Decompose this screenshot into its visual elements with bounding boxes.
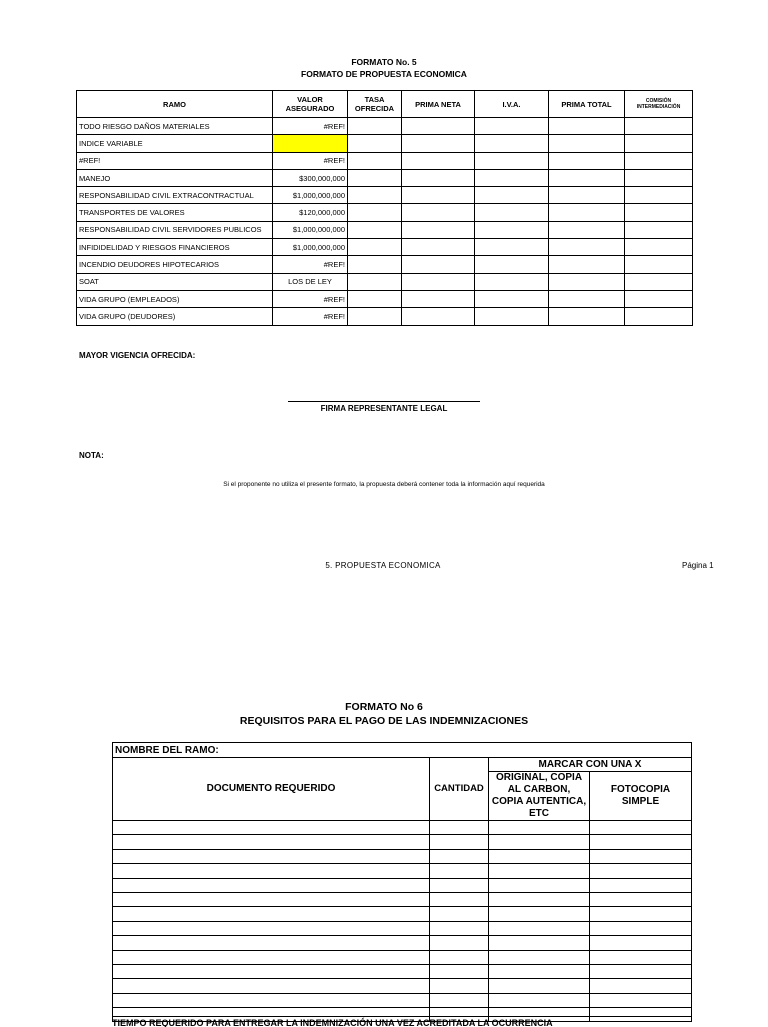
f6-input-cell[interactable]	[113, 921, 430, 935]
f5-input-cell[interactable]	[625, 256, 693, 273]
f6-table-row	[113, 821, 692, 835]
f5-input-cell[interactable]	[475, 290, 549, 307]
f6-table-row	[113, 892, 692, 906]
f6-input-cell[interactable]	[113, 950, 430, 964]
f5-input-cell[interactable]	[549, 204, 625, 221]
formato6-subtitle: REQUISITOS PARA EL PAGO DE LAS INDEMNIZACIONES	[239, 715, 529, 727]
f5-input-cell[interactable]	[475, 204, 549, 221]
f6-input-cell[interactable]	[590, 821, 692, 835]
f6-input-cell[interactable]	[113, 979, 430, 993]
ramo-cell: INFIDIDELIDAD Y RIESGOS FINANCIEROS	[77, 239, 273, 256]
f5-input-cell[interactable]	[402, 118, 475, 135]
f5-table-row	[77, 135, 693, 152]
f6-input-cell[interactable]	[590, 921, 692, 935]
f5-col-header: PRIMA NETA	[402, 91, 475, 118]
f6-input-cell[interactable]	[489, 936, 590, 950]
formato5-title: FORMATO No. 5	[351, 57, 417, 67]
f5-input-cell[interactable]	[348, 169, 402, 186]
ramo-cell: VIDA GRUPO (EMPLEADOS)	[77, 290, 273, 307]
f5-input-cell[interactable]	[475, 221, 549, 238]
f6-table-row	[113, 907, 692, 921]
f6-input-cell[interactable]	[430, 849, 489, 863]
formato5-body	[77, 118, 693, 326]
f6-input-cell[interactable]	[489, 864, 590, 878]
f6-input-cell[interactable]	[430, 878, 489, 892]
f5-input-cell[interactable]	[348, 204, 402, 221]
f6-input-cell[interactable]	[113, 964, 430, 978]
f5-input-cell[interactable]	[348, 290, 402, 307]
f6-input-cell[interactable]	[113, 907, 430, 921]
f5-input-cell[interactable]	[625, 135, 693, 152]
f5-input-cell[interactable]	[625, 187, 693, 204]
formato6-title: FORMATO No 6	[345, 701, 423, 713]
f6-input-cell[interactable]	[430, 979, 489, 993]
f6-table-row	[113, 835, 692, 849]
nota-text: Si el proponente no utiliza el presente formato, la propuesta deberá contener toda la información aquí requerida	[223, 481, 545, 488]
f6-table-row	[113, 878, 692, 892]
f6-input-cell[interactable]	[489, 964, 590, 978]
f6-input-cell[interactable]	[590, 964, 692, 978]
f5-input-cell[interactable]	[549, 135, 625, 152]
f5-input-cell[interactable]	[549, 221, 625, 238]
fotocopia-header: FOTOCOPIA SIMPLE	[590, 772, 692, 821]
formato5-table	[76, 90, 693, 326]
ramo-cell: TRANSPORTES DE VALORES	[77, 204, 273, 221]
valor-asegurado-cell[interactable]: $1,000,000,000	[273, 239, 348, 256]
f6-table-row	[113, 950, 692, 964]
f5-input-cell[interactable]	[549, 239, 625, 256]
f6-input-cell[interactable]	[489, 993, 590, 1007]
f6-input-cell[interactable]	[590, 993, 692, 1007]
f5-input-cell[interactable]	[402, 169, 475, 186]
f5-input-cell[interactable]	[549, 273, 625, 290]
formato5-heading	[0, 56, 768, 80]
footer-page: Página 1	[682, 561, 714, 570]
f5-col-header: PRIMA TOTAL	[549, 91, 625, 118]
ramo-cell: MANEJO	[77, 169, 273, 186]
f6-input-cell[interactable]	[489, 950, 590, 964]
f5-col-header: I.V.A.	[475, 91, 549, 118]
f5-input-cell[interactable]	[348, 239, 402, 256]
f6-input-cell[interactable]	[489, 907, 590, 921]
f5-input-cell[interactable]	[625, 308, 693, 325]
f5-input-cell[interactable]	[475, 152, 549, 169]
f6-input-cell[interactable]	[489, 979, 590, 993]
valor-asegurado-cell[interactable]: #REF!	[273, 118, 348, 135]
f5-input-cell[interactable]	[549, 169, 625, 186]
f5-input-cell[interactable]	[402, 308, 475, 325]
f5-table-row	[77, 239, 693, 256]
f5-table-row	[77, 152, 693, 169]
f6-input-cell[interactable]	[430, 835, 489, 849]
f5-input-cell[interactable]	[475, 256, 549, 273]
f5-input-cell[interactable]	[475, 118, 549, 135]
f5-table-row	[77, 187, 693, 204]
f6-input-cell[interactable]	[590, 936, 692, 950]
f5-input-cell[interactable]	[402, 152, 475, 169]
f5-table-row	[77, 290, 693, 307]
f5-input-cell[interactable]	[625, 152, 693, 169]
f6-table-row	[113, 964, 692, 978]
nota-label: NOTA:	[79, 451, 104, 460]
f5-input-cell[interactable]	[402, 273, 475, 290]
f5-table-row	[77, 273, 693, 290]
f6-input-cell[interactable]	[590, 849, 692, 863]
f6-input-cell[interactable]	[489, 921, 590, 935]
valor-asegurado-cell[interactable]: $120,000,000	[273, 204, 348, 221]
ramo-cell: RESPONSABILIDAD CIVIL EXTRACONTRACTUAL	[77, 187, 273, 204]
f5-input-cell[interactable]	[549, 187, 625, 204]
ramo-cell: VIDA GRUPO (DEUDORES)	[77, 308, 273, 325]
f6-input-cell[interactable]	[430, 964, 489, 978]
f5-input-cell[interactable]	[475, 169, 549, 186]
f5-input-cell[interactable]	[475, 239, 549, 256]
f6-input-cell[interactable]	[590, 835, 692, 849]
f5-input-cell[interactable]	[348, 187, 402, 204]
valor-asegurado-cell[interactable]	[273, 135, 348, 152]
mayor-vigencia-label: MAYOR VIGENCIA OFRECIDA:	[79, 351, 196, 360]
f6-input-cell[interactable]	[489, 849, 590, 863]
f6-input-cell[interactable]	[430, 864, 489, 878]
f6-input-cell[interactable]	[113, 864, 430, 878]
firma-label: FIRMA REPRESENTANTE LEGAL	[320, 404, 448, 413]
f6-input-cell[interactable]	[590, 979, 692, 993]
formato6-table	[112, 742, 692, 1022]
f6-input-cell[interactable]	[489, 835, 590, 849]
f6-input-cell[interactable]	[113, 878, 430, 892]
tiempo-requerido-row: TIEMPO REQUERIDO PARA ENTREGAR LA INDEMNIZACIÓN UNA VEZ ACREDITADA LA OCURRENCIA	[112, 1016, 691, 1027]
cantidad-header: CANTIDAD	[430, 758, 489, 821]
f5-input-cell[interactable]	[348, 135, 402, 152]
f6-input-cell[interactable]	[430, 993, 489, 1007]
f6-table-row	[113, 979, 692, 993]
f6-input-cell[interactable]	[430, 950, 489, 964]
original-header: ORIGINAL, COPIA AL CARBON, COPIA AUTENTICA, ETC	[489, 772, 590, 821]
f5-input-cell[interactable]	[402, 204, 475, 221]
ramo-cell: TODO RIESGO DAÑOS MATERIALES	[77, 118, 273, 135]
f5-input-cell[interactable]	[348, 118, 402, 135]
f5-input-cell[interactable]	[549, 118, 625, 135]
f5-table-row	[77, 204, 693, 221]
signature-line	[288, 401, 480, 402]
f6-input-cell[interactable]	[113, 892, 430, 906]
f5-table-row	[77, 169, 693, 186]
ramo-cell: INDICE VARIABLE	[77, 135, 273, 152]
f6-table-row	[113, 849, 692, 863]
f5-input-cell[interactable]	[625, 290, 693, 307]
f6-input-cell[interactable]	[489, 821, 590, 835]
f5-table-row	[77, 308, 693, 325]
f6-table-row	[113, 921, 692, 935]
nombre-ramo-label: NOMBRE DEL RAMO:	[113, 743, 692, 758]
f5-input-cell[interactable]	[348, 221, 402, 238]
f6-input-cell[interactable]	[430, 936, 489, 950]
f5-input-cell[interactable]	[625, 239, 693, 256]
formato5-header-row	[77, 91, 693, 118]
f6-input-cell[interactable]	[430, 921, 489, 935]
f5-input-cell[interactable]	[475, 308, 549, 325]
f6-input-cell[interactable]	[113, 821, 430, 835]
f5-input-cell[interactable]	[625, 221, 693, 238]
valor-asegurado-cell[interactable]: $300,000,000	[273, 169, 348, 186]
footer-section: 5. PROPUESTA ECONOMICA	[325, 561, 441, 570]
f6-table-row	[113, 993, 692, 1007]
f5-input-cell[interactable]	[625, 169, 693, 186]
f5-input-cell[interactable]	[549, 152, 625, 169]
f6-input-cell[interactable]	[590, 878, 692, 892]
valor-asegurado-cell[interactable]: $1,000,000,000	[273, 221, 348, 238]
f5-input-cell[interactable]	[475, 273, 549, 290]
ramo-cell: INCENDIO DEUDORES HIPOTECARIOS	[77, 256, 273, 273]
f6-input-cell[interactable]	[113, 835, 430, 849]
valor-asegurado-cell[interactable]: #REF!	[273, 256, 348, 273]
marcar-header: MARCAR CON UNA X	[489, 758, 692, 772]
ramo-cell: RESPONSABILIDAD CIVIL SERVIDORES PUBLICOS	[77, 221, 273, 238]
f6-input-cell[interactable]	[113, 993, 430, 1007]
f6-input-cell[interactable]	[113, 936, 430, 950]
f5-input-cell[interactable]	[625, 273, 693, 290]
formato6-ramo-row	[113, 743, 692, 758]
f6-input-cell[interactable]	[590, 892, 692, 906]
f5-input-cell[interactable]	[402, 135, 475, 152]
f6-input-cell[interactable]	[430, 907, 489, 921]
f5-input-cell[interactable]	[348, 273, 402, 290]
f5-table-row	[77, 256, 693, 273]
formato6-header-row-1	[113, 758, 692, 772]
f5-col-header: TASA OFRECIDA	[348, 91, 402, 118]
f6-input-cell[interactable]	[489, 878, 590, 892]
f5-col-header: RAMO	[77, 91, 273, 118]
f5-input-cell[interactable]	[402, 221, 475, 238]
valor-asegurado-cell[interactable]: $1,000,000,000	[273, 187, 348, 204]
f5-input-cell[interactable]	[475, 135, 549, 152]
valor-asegurado-cell[interactable]: LOS DE LEY	[273, 273, 348, 290]
f5-table-row	[77, 221, 693, 238]
ramo-cell: SOAT	[77, 273, 273, 290]
valor-asegurado-cell[interactable]: #REF!	[273, 308, 348, 325]
f6-input-cell[interactable]	[430, 892, 489, 906]
f5-input-cell[interactable]	[475, 187, 549, 204]
f6-input-cell[interactable]	[113, 849, 430, 863]
f6-input-cell[interactable]	[590, 950, 692, 964]
f5-input-cell[interactable]	[549, 308, 625, 325]
f6-input-cell[interactable]	[489, 892, 590, 906]
f6-input-cell[interactable]	[590, 907, 692, 921]
ramo-cell: #REF!	[77, 152, 273, 169]
f5-input-cell[interactable]	[348, 256, 402, 273]
f6-table-row	[113, 936, 692, 950]
f6-input-cell[interactable]	[430, 821, 489, 835]
f6-table-row	[113, 864, 692, 878]
f5-input-cell[interactable]	[625, 118, 693, 135]
documento-header: DOCUMENTO REQUERIDO	[113, 758, 430, 821]
formato5-subtitle: FORMATO DE PROPUESTA ECONOMICA	[301, 69, 467, 79]
f5-table-row	[77, 118, 693, 135]
f5-input-cell[interactable]	[625, 204, 693, 221]
f5-input-cell[interactable]	[402, 239, 475, 256]
formato6-heading	[0, 700, 768, 728]
valor-asegurado-cell[interactable]: #REF!	[273, 152, 348, 169]
f5-input-cell[interactable]	[402, 187, 475, 204]
f5-input-cell[interactable]	[549, 256, 625, 273]
f5-input-cell[interactable]	[348, 308, 402, 325]
f5-input-cell[interactable]	[402, 256, 475, 273]
f5-input-cell[interactable]	[549, 290, 625, 307]
valor-asegurado-cell[interactable]: #REF!	[273, 290, 348, 307]
f5-col-header: VALOR ASEGURADO	[273, 91, 348, 118]
f6-input-cell[interactable]	[590, 864, 692, 878]
f5-input-cell[interactable]	[402, 290, 475, 307]
f5-col-header: COMISIÓN INTERMEDIACIÓN	[625, 91, 693, 118]
f5-input-cell[interactable]	[348, 152, 402, 169]
